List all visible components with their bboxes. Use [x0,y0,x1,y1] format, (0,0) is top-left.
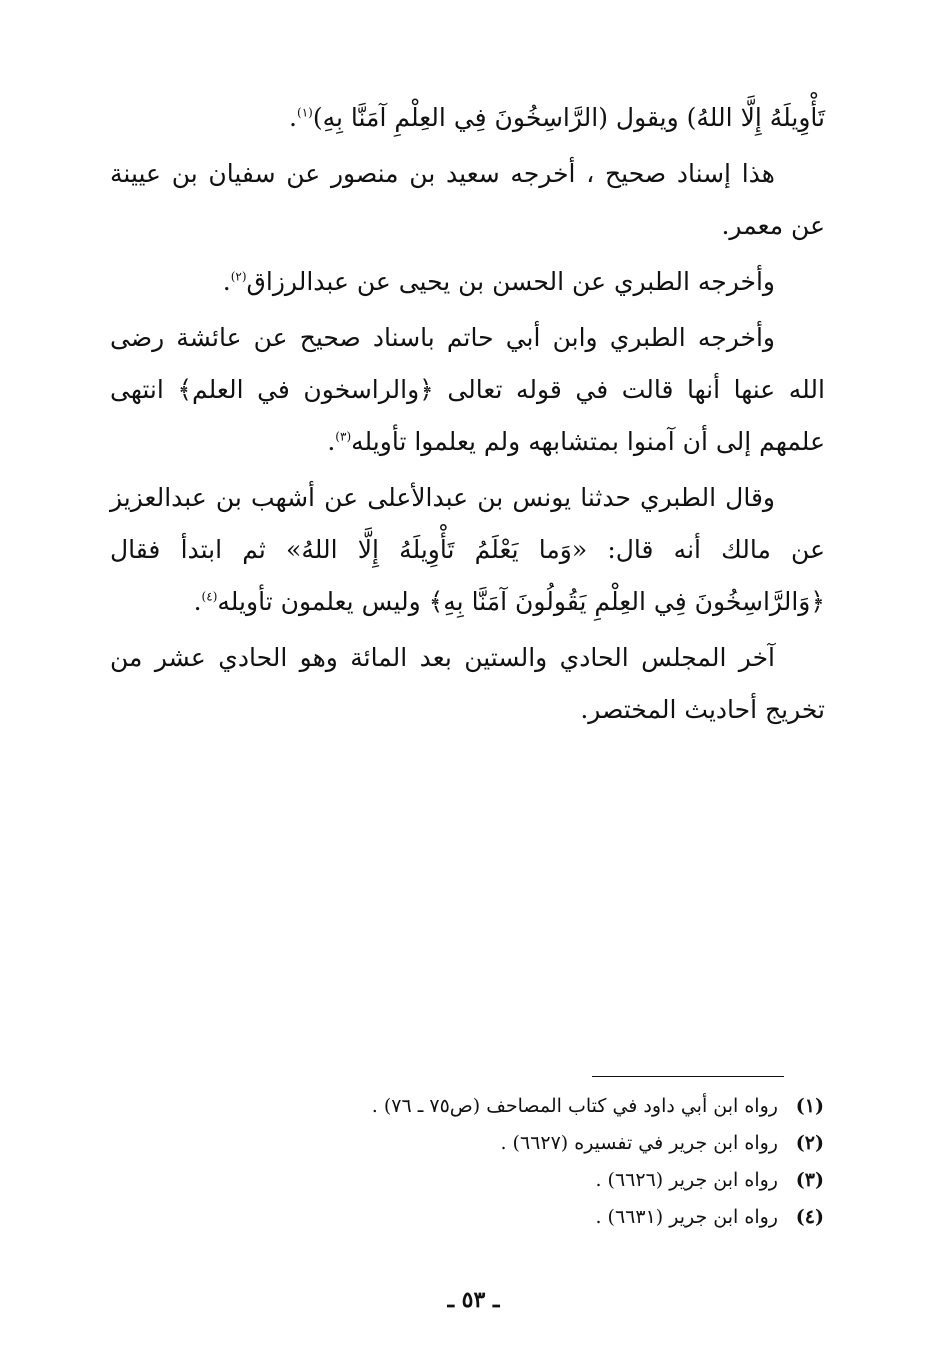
footnote-text: رواه ابن جرير في تفسيره (٦٦٢٧) . [500,1132,778,1154]
footnote-number: (٣) [795,1169,824,1191]
footnote-number: (٤) [795,1206,824,1228]
footnote-item [200,1162,824,1199]
body-paragraph [110,92,825,144]
footnote-text: رواه ابن أبي داود في كتاب المصاحف (ص٧٥ ـ ٧٦) . [371,1095,778,1117]
footnote-item [200,1199,824,1236]
footnote-item [200,1088,824,1125]
paragraph-text: . [222,267,231,296]
footnote-reference[interactable]: (١) [297,105,313,120]
footnote-divider [592,1076,784,1077]
page-number: ـ ٥٣ ـ [447,1287,500,1313]
footnote-reference[interactable]: (٣) [335,429,352,444]
footnotes-section [200,1088,824,1236]
body-paragraph [110,256,825,308]
paragraph-text: آخر المجلس الحادي والستين بعد المائة وهو الحادي عشر من تخريج أحاديث المختصر. [110,643,825,724]
body-paragraph [110,148,825,252]
paragraph-text: . [327,427,336,456]
paragraph-text: . [289,103,297,132]
paragraph-text: تَأْوِيلَهُ إِلَّا اللهُ) ويقول (الرَّاسِخُونَ فِي العِلْمِ آمَنَّا بِهِ) [312,103,825,132]
body-paragraph [110,472,825,628]
footnote-reference[interactable]: (٤) [201,589,218,604]
paragraph-text: وقال الطبري حدثنا يونس بن عبدالأعلى عن أشهب بن عبدالعزيز عن مالك أنه قال: «وَما يَعْلَمُ تَأْوِيلَهُ إِلَّا اللهُ» ثم ابتدأ فقال ﴿وَالرَّاسِخُونَ فِي العِلْمِ يَقُولُونَ آمَنَّا بِهِ﴾ وليس يعلمون تأويله [110,483,825,616]
main-text-body [110,92,825,740]
footnote-text: رواه ابن جرير (٦٦٣١) . [595,1206,778,1228]
footnote-text: رواه ابن جرير (٦٦٢٦) . [595,1169,778,1191]
footnote-number: (٢) [795,1132,824,1154]
body-paragraph [110,632,825,736]
body-paragraph [110,312,825,468]
footnote-item [200,1125,824,1162]
footnote-number: (١) [795,1095,824,1117]
paragraph-text: هذا إسناد صحيح ، أخرجه سعيد بن منصور عن سفيان بن عيينة عن معمر. [110,159,825,240]
paragraph-text: وأخرجه الطبري وابن أبي حاتم باسناد صحيح عن عائشة رضى الله عنها أنها قالت في قوله تعالى ﴿والراسخون في العلم﴾ انتهى علمهم إلى أن آمنوا بمتشابهه ولم يعلموا تأويله [110,323,825,456]
paragraph-text: . [193,587,202,616]
footnote-reference[interactable]: (٢) [230,269,247,284]
paragraph-text: وأخرجه الطبري عن الحسن بن يحيى عن عبدالرزاق [246,267,775,296]
